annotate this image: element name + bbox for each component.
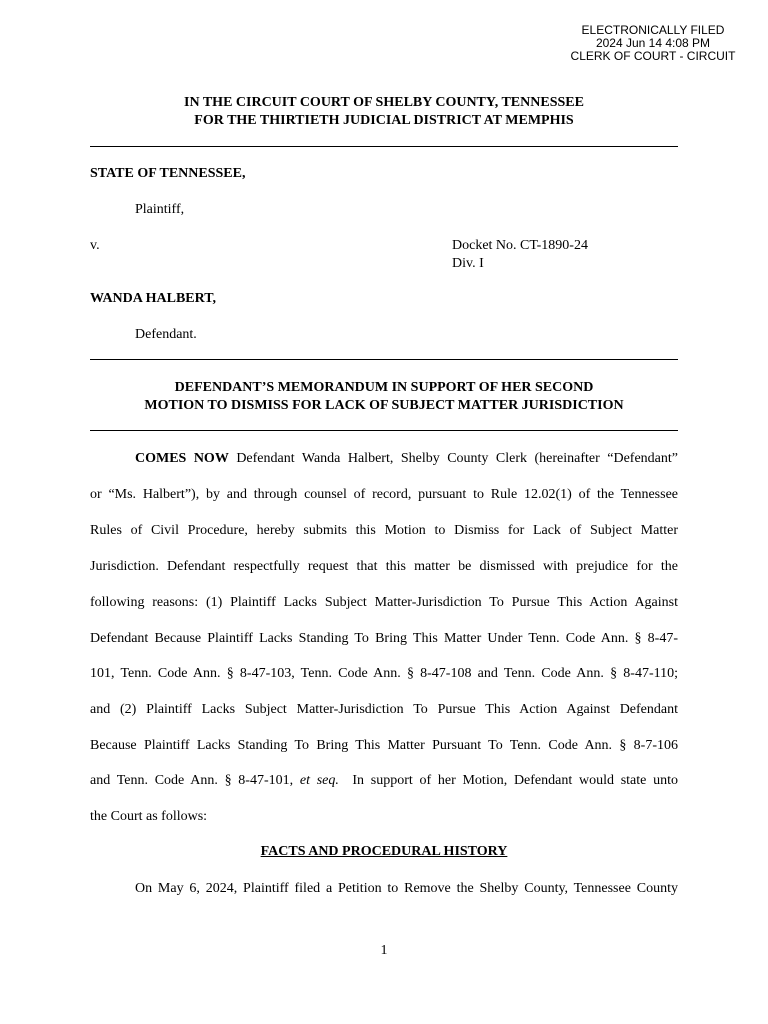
versus-label: v.	[90, 238, 100, 253]
paragraph-line: or “Ms. Halbert”), by and through counsel of record, pursuant to Rule 12.02(1) of the Tennessee	[90, 487, 678, 502]
comes-now-label: COMES NOW	[135, 451, 229, 466]
paragraph-line: COMES NOW Defendant Wanda Halbert, Shelby County Clerk (hereinafter “Defendant”	[135, 451, 678, 466]
paragraph-line: 101, Tenn. Code Ann. § 8-47-103, Tenn. Code Ann. § 8-47-108 and Tenn. Code Ann. § 8-47-110;	[90, 666, 678, 681]
stamp-line-1: ELECTRONICALLY FILED	[581, 23, 725, 37]
paragraph-line: following reasons: (1) Plaintiff Lacks Subject Matter-Jurisdiction To Pursue This Action Against	[90, 595, 678, 610]
defendant-role: Defendant.	[135, 327, 197, 342]
plaintiff-role: Plaintiff,	[135, 202, 185, 217]
document-title-line-2: MOTION TO DISMISS FOR LACK OF SUBJECT MATTER JURISDICTION	[144, 398, 624, 413]
page-number: 1	[380, 943, 388, 958]
paragraph-line: Rules of Civil Procedure, hereby submits this Motion to Dismiss for Lack of Subject Matter	[90, 523, 678, 538]
facts-paragraph-line: On May 6, 2024, Plaintiff filed a Petition to Remove the Shelby County, Tennessee County	[135, 881, 678, 896]
court-heading-line-1: IN THE CIRCUIT COURT OF SHELBY COUNTY, TENNESSEE	[184, 95, 584, 110]
paragraph-line: Jurisdiction. Defendant respectfully request that this matter be dismissed with prejudice for the	[90, 559, 678, 574]
paragraph-line: and Tenn. Code Ann. § 8-47-101, et seq. In support of her Motion, Defendant would state unto	[90, 773, 678, 788]
efiling-stamp	[560, 24, 746, 63]
paragraph-line: and (2) Plaintiff Lacks Subject Matter-Jurisdiction To Pursue This Action Against Defendant	[90, 702, 678, 717]
section-heading: FACTS AND PROCEDURAL HISTORY	[260, 844, 508, 859]
paragraph-line: Defendant Because Plaintiff Lacks Standing To Bring This Matter Under Tenn. Code Ann. § 8-47-	[90, 631, 678, 646]
document-title-line-1: DEFENDANT’S MEMORANDUM IN SUPPORT OF HER SECOND	[174, 380, 594, 395]
caption-top-rule	[90, 146, 678, 147]
division: Div. I	[452, 256, 484, 271]
court-heading-line-2: FOR THE THIRTIETH JUDICIAL DISTRICT AT MEMPHIS	[194, 113, 574, 128]
docket-number: Docket No. CT-1890-24	[452, 238, 588, 253]
plaintiff-name: STATE OF TENNESSEE,	[90, 166, 246, 181]
paragraph-line: Because Plaintiff Lacks Standing To Bring This Matter Pursuant To Tenn. Code Ann. § 8-7-106	[90, 738, 678, 753]
paragraph-line: the Court as follows:	[90, 809, 208, 824]
title-bottom-rule	[90, 430, 678, 431]
caption-bottom-rule	[90, 359, 678, 360]
stamp-line-2: 2024 Jun 14 4:08 PM	[595, 36, 711, 50]
defendant-name: WANDA HALBERT,	[90, 291, 217, 306]
stamp-line-3: CLERK OF COURT - CIRCUIT	[570, 49, 736, 63]
